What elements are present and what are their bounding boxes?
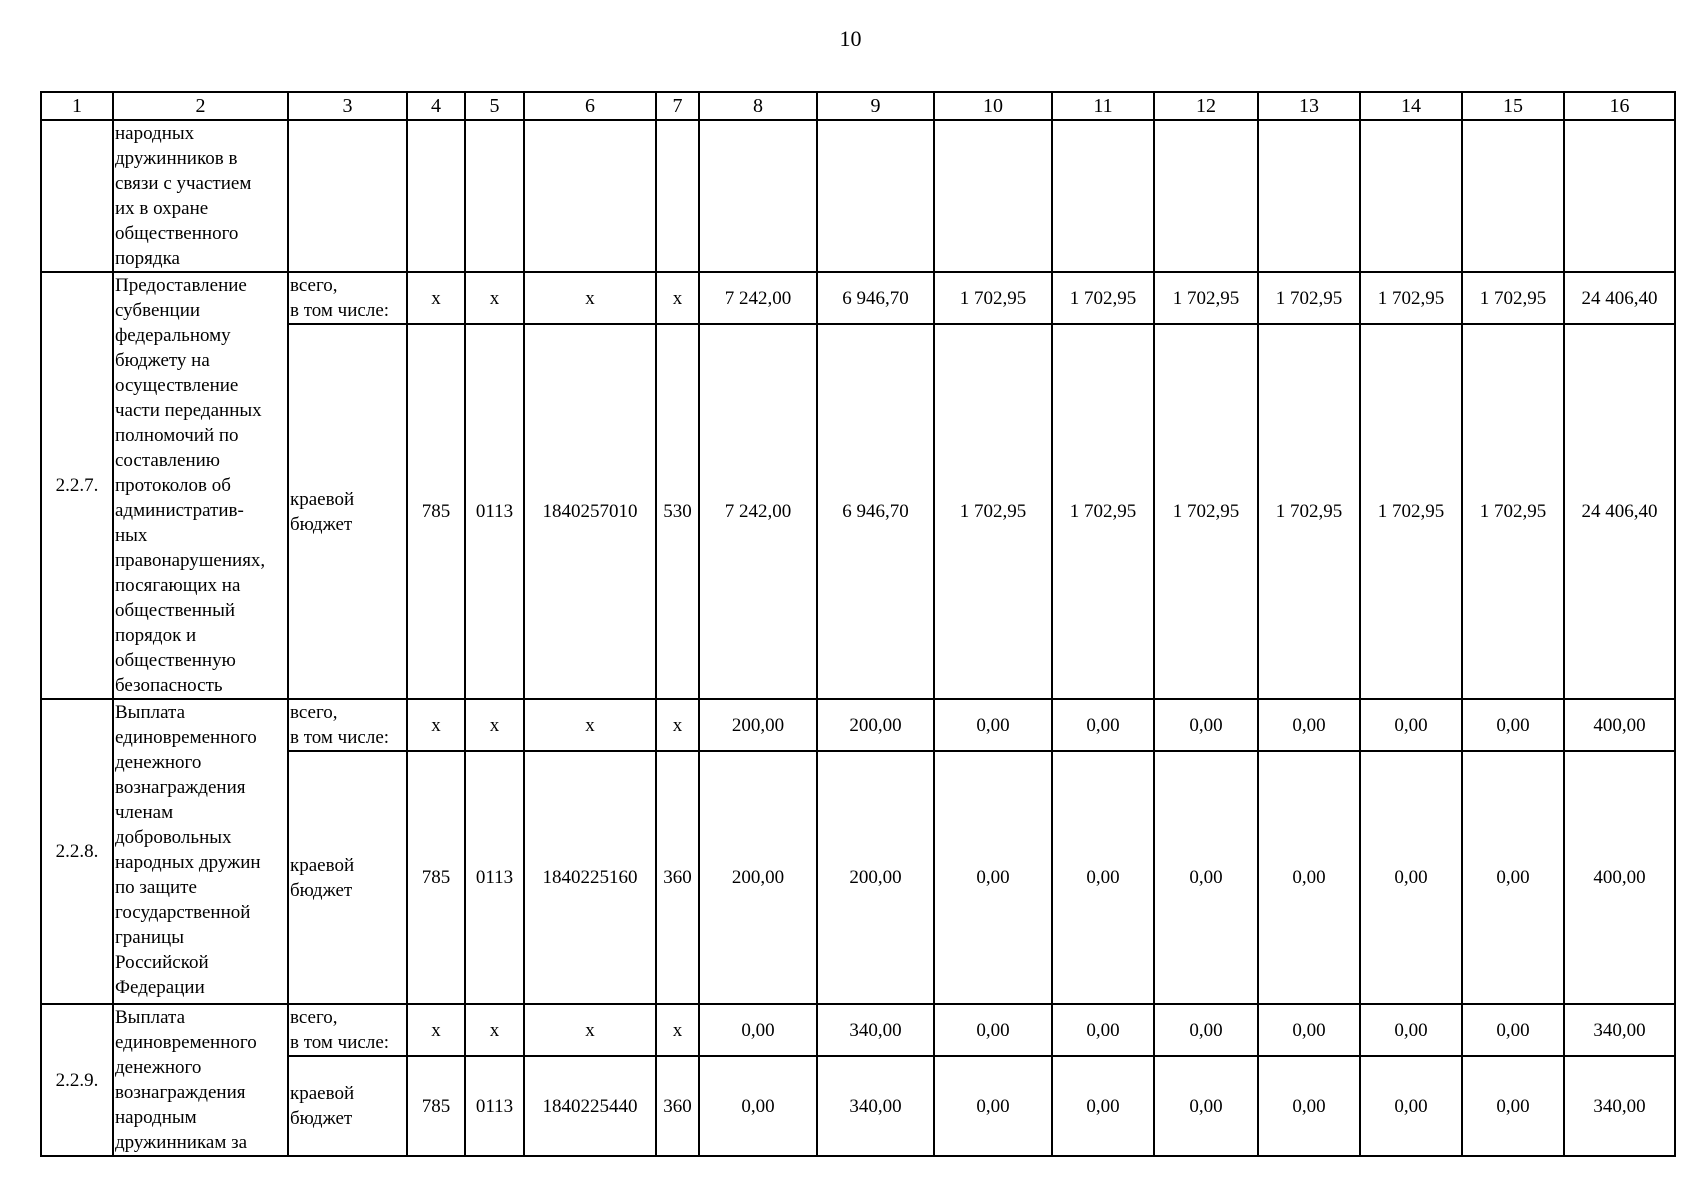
budget-table xyxy=(40,91,1676,1157)
code-cell: х xyxy=(465,1004,524,1056)
amount-cell: 7 242,00 xyxy=(699,324,817,699)
empty-cell xyxy=(1052,120,1154,272)
amount-cell: 340,00 xyxy=(1564,1004,1675,1056)
header-cell: 4 xyxy=(407,92,465,120)
item-name: Предоставление субвенции федеральному бюджету на осуществление части переданных полномочий по составлению протоколов об административ- ных правонарушениях, посягающих на общественный порядок и общественную безопасность xyxy=(113,272,288,699)
amount-cell: 1 702,95 xyxy=(1154,272,1258,324)
code-cell: х xyxy=(407,272,465,324)
code-cell: 1840225440 xyxy=(524,1056,656,1156)
empty-cell xyxy=(699,120,817,272)
amount-cell: 400,00 xyxy=(1564,751,1675,1004)
funding-source: краевой бюджет xyxy=(288,751,407,1004)
amount-cell: 0,00 xyxy=(1258,699,1360,751)
item-number: 2.2.7. xyxy=(41,272,113,699)
amount-cell: 0,00 xyxy=(934,751,1052,1004)
code-cell: 360 xyxy=(656,751,699,1004)
funding-source: краевой бюджет xyxy=(288,324,407,699)
item-number: 2.2.8. xyxy=(41,699,113,1004)
continued-row xyxy=(41,120,1675,272)
amount-cell: 0,00 xyxy=(934,1004,1052,1056)
amount-cell: 24 406,40 xyxy=(1564,272,1675,324)
header-cell: 5 xyxy=(465,92,524,120)
amount-cell: 340,00 xyxy=(1564,1056,1675,1156)
amount-cell: 0,00 xyxy=(1258,1004,1360,1056)
funding-source: всего, в том числе: xyxy=(288,1004,407,1056)
item-name: Выплата единовременного денежного вознаграждения народным дружинникам за xyxy=(113,1004,288,1156)
header-cell: 7 xyxy=(656,92,699,120)
item-name: народных дружинников в связи с участием их в охране общественного порядка xyxy=(113,120,288,272)
amount-cell: 0,00 xyxy=(699,1056,817,1156)
amount-cell: 200,00 xyxy=(699,751,817,1004)
header-cell: 2 xyxy=(113,92,288,120)
amount-cell: 340,00 xyxy=(817,1056,934,1156)
code-cell: х xyxy=(656,699,699,751)
amount-cell: 200,00 xyxy=(817,699,934,751)
header-cell: 11 xyxy=(1052,92,1154,120)
amount-cell: 340,00 xyxy=(817,1004,934,1056)
header-cell: 13 xyxy=(1258,92,1360,120)
empty-cell xyxy=(465,120,524,272)
header-cell: 6 xyxy=(524,92,656,120)
empty-cell xyxy=(1360,120,1462,272)
table-row-total xyxy=(41,1004,1675,1056)
header-cell: 8 xyxy=(699,92,817,120)
amount-cell: 0,00 xyxy=(1052,751,1154,1004)
code-cell: 0113 xyxy=(465,324,524,699)
amount-cell: 0,00 xyxy=(1462,1056,1564,1156)
empty-cell xyxy=(288,120,407,272)
amount-cell: 1 702,95 xyxy=(934,324,1052,699)
code-cell: 1840225160 xyxy=(524,751,656,1004)
amount-cell: 0,00 xyxy=(1154,699,1258,751)
amount-cell: 1 702,95 xyxy=(1462,272,1564,324)
amount-cell: 1 702,95 xyxy=(934,272,1052,324)
amount-cell: 0,00 xyxy=(1052,699,1154,751)
amount-cell: 0,00 xyxy=(1258,751,1360,1004)
amount-cell: 0,00 xyxy=(1154,751,1258,1004)
header-cell: 12 xyxy=(1154,92,1258,120)
amount-cell: 1 702,95 xyxy=(1052,272,1154,324)
amount-cell: 200,00 xyxy=(817,751,934,1004)
code-cell: 0113 xyxy=(465,751,524,1004)
amount-cell: 6 946,70 xyxy=(817,324,934,699)
code-cell: х xyxy=(524,699,656,751)
funding-source: всего, в том числе: xyxy=(288,699,407,751)
header-cell: 3 xyxy=(288,92,407,120)
amount-cell: 0,00 xyxy=(1052,1056,1154,1156)
amount-cell: 1 702,95 xyxy=(1462,324,1564,699)
code-cell: х xyxy=(524,272,656,324)
amount-cell: 0,00 xyxy=(699,1004,817,1056)
funding-source: всего, в том числе: xyxy=(288,272,407,324)
header-cell: 16 xyxy=(1564,92,1675,120)
amount-cell: 1 702,95 xyxy=(1258,324,1360,699)
amount-cell: 1 702,95 xyxy=(1360,272,1462,324)
code-cell: х xyxy=(656,272,699,324)
table-row-total xyxy=(41,699,1675,751)
amount-cell: 0,00 xyxy=(1052,1004,1154,1056)
item-name: Выплата единовременного денежного вознаграждения членам добровольных народных дружин по защите государственной границы Российской Федерации xyxy=(113,699,288,1004)
header-cell: 9 xyxy=(817,92,934,120)
empty-cell xyxy=(817,120,934,272)
amount-cell: 0,00 xyxy=(934,699,1052,751)
code-cell: 785 xyxy=(407,324,465,699)
amount-cell: 1 702,95 xyxy=(1360,324,1462,699)
code-cell: 785 xyxy=(407,751,465,1004)
header-cell: 14 xyxy=(1360,92,1462,120)
amount-cell: 0,00 xyxy=(1360,699,1462,751)
empty-cell xyxy=(656,120,699,272)
amount-cell: 6 946,70 xyxy=(817,272,934,324)
amount-cell: 200,00 xyxy=(699,699,817,751)
empty-cell xyxy=(1462,120,1564,272)
code-cell: 530 xyxy=(656,324,699,699)
amount-cell: 0,00 xyxy=(1462,699,1564,751)
amount-cell: 0,00 xyxy=(1258,1056,1360,1156)
code-cell: 1840257010 xyxy=(524,324,656,699)
amount-cell: 7 242,00 xyxy=(699,272,817,324)
amount-cell: 0,00 xyxy=(1462,751,1564,1004)
empty-cell xyxy=(524,120,656,272)
code-cell: х xyxy=(465,699,524,751)
amount-cell: 1 702,95 xyxy=(1052,324,1154,699)
code-cell: 360 xyxy=(656,1056,699,1156)
table-row-total xyxy=(41,272,1675,324)
item-number: 2.2.9. xyxy=(41,1004,113,1156)
empty-cell xyxy=(1258,120,1360,272)
amount-cell: 1 702,95 xyxy=(1258,272,1360,324)
header-cell: 15 xyxy=(1462,92,1564,120)
empty-cell xyxy=(1154,120,1258,272)
amount-cell: 24 406,40 xyxy=(1564,324,1675,699)
code-cell: х xyxy=(407,1004,465,1056)
funding-source: краевой бюджет xyxy=(288,1056,407,1156)
header-row xyxy=(41,92,1675,120)
empty-cell xyxy=(41,120,113,272)
header-cell: 10 xyxy=(934,92,1052,120)
amount-cell: 0,00 xyxy=(1360,1056,1462,1156)
code-cell: х xyxy=(407,699,465,751)
amount-cell: 0,00 xyxy=(1154,1004,1258,1056)
code-cell: х xyxy=(524,1004,656,1056)
empty-cell xyxy=(934,120,1052,272)
amount-cell: 0,00 xyxy=(1360,751,1462,1004)
header-cell: 1 xyxy=(41,92,113,120)
amount-cell: 400,00 xyxy=(1564,699,1675,751)
empty-cell xyxy=(407,120,465,272)
code-cell: 0113 xyxy=(465,1056,524,1156)
amount-cell: 0,00 xyxy=(1154,1056,1258,1156)
code-cell: 785 xyxy=(407,1056,465,1156)
amount-cell: 0,00 xyxy=(1360,1004,1462,1056)
code-cell: х xyxy=(656,1004,699,1056)
amount-cell: 1 702,95 xyxy=(1154,324,1258,699)
page-number: 10 xyxy=(839,26,862,51)
code-cell: х xyxy=(465,272,524,324)
amount-cell: 0,00 xyxy=(934,1056,1052,1156)
amount-cell: 0,00 xyxy=(1462,1004,1564,1056)
empty-cell xyxy=(1564,120,1675,272)
